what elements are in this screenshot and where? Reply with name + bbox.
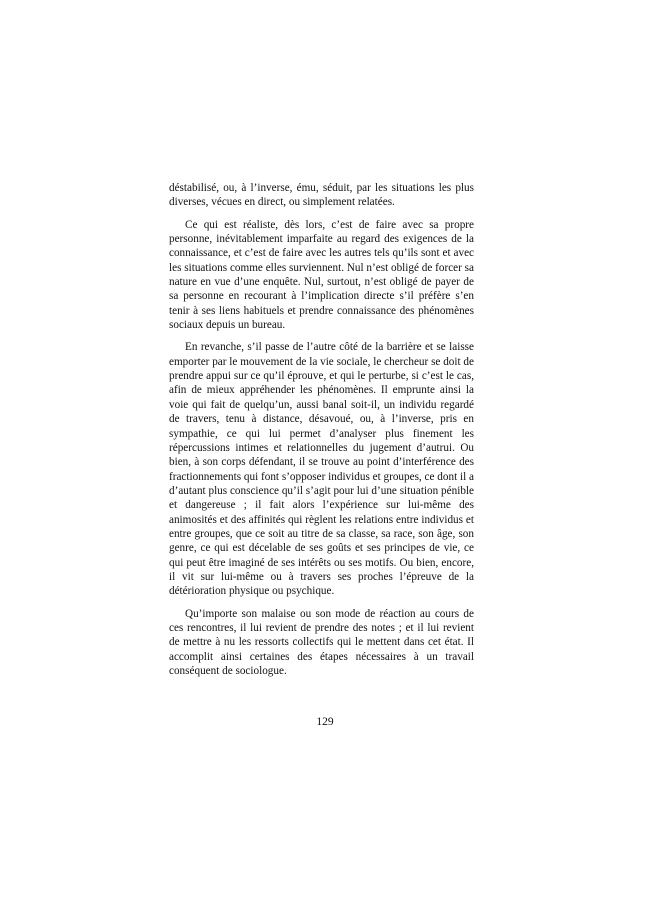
paragraph-1: déstabilisé, ou, à l’inverse, ému, séduit, par les situations les plus diverses, vécues en direct, ou simplement relatées. bbox=[169, 182, 474, 209]
paragraph-2: Ce qui est réaliste, dès lors, c’est de faire avec sa propre personne, inévitablement imparfaite au regard des exigences de la connaissance, et c’est de faire avec les autres tels qu’ils sont et avec les situations comme elles surviennent. Nul n’est obligé de forcer sa nature en vue d’une enquête. Nul, surtout, n’est obligé de payer de sa personne en recourant à l’implication directe s’il préfère s’en tenir à ses liens habituels et prendre connaissance des phénomènes sociaux depuis un bureau. bbox=[169, 218, 474, 332]
page-number: 129 bbox=[316, 716, 334, 728]
paragraph-4: Qu’importe son malaise ou son mode de réaction au cours de ces rencontres, il lui revient de prendre des notes ; et il lui revient de mettre à nu les ressorts collectifs qui le mettent dans cet état. Il accomplit ainsi certaines des étapes nécessaires à un travail conséquent de sociologue. bbox=[169, 607, 474, 677]
paragraph-3: En revanche, s’il passe de l’autre côté de la barrière et se laisse emporter par le mouvement de la vie sociale, le chercheur se doit de prendre appui sur ce qu’il éprouve, et qui le perturbe, si c’est le cas, afin de mieux appréhender les phénomènes. Il emprunte ainsi la voie qui fait de quelqu’un, aussi banal soit-il, un individu regardé de travers, tenu à distance, désavoué, ou, à l’inverse, pris en sympathie, ce qui lui permet d’analyser plus finement les répercussions intimes et relationnelles du jugement d’autrui. Ou bien, à son corps défendant, il se trouve au point d’interférence des fractionnements qui font s’opposer individus et groupes, ce dont il a d’autant plus conscience qu’il s’agit pour lui d’une situation pénible et dangereuse ; il fait alors l’expérience sur lui-même des animosités et des affinités qui règlent les relations entre individus et entre groupes, que ce soit au titre de sa classe, sa race, son âge, son genre, ce qui est décelable de ses goûts et ses principes de vie, ce qui peut être imaginé de ses intérêts ou ses motifs. Ou bien, encore, il vit sur lui-même ou à travers ses proches l’épreuve de la détérioration physique ou psychique. bbox=[169, 341, 474, 598]
body-text bbox=[169, 181, 474, 686]
